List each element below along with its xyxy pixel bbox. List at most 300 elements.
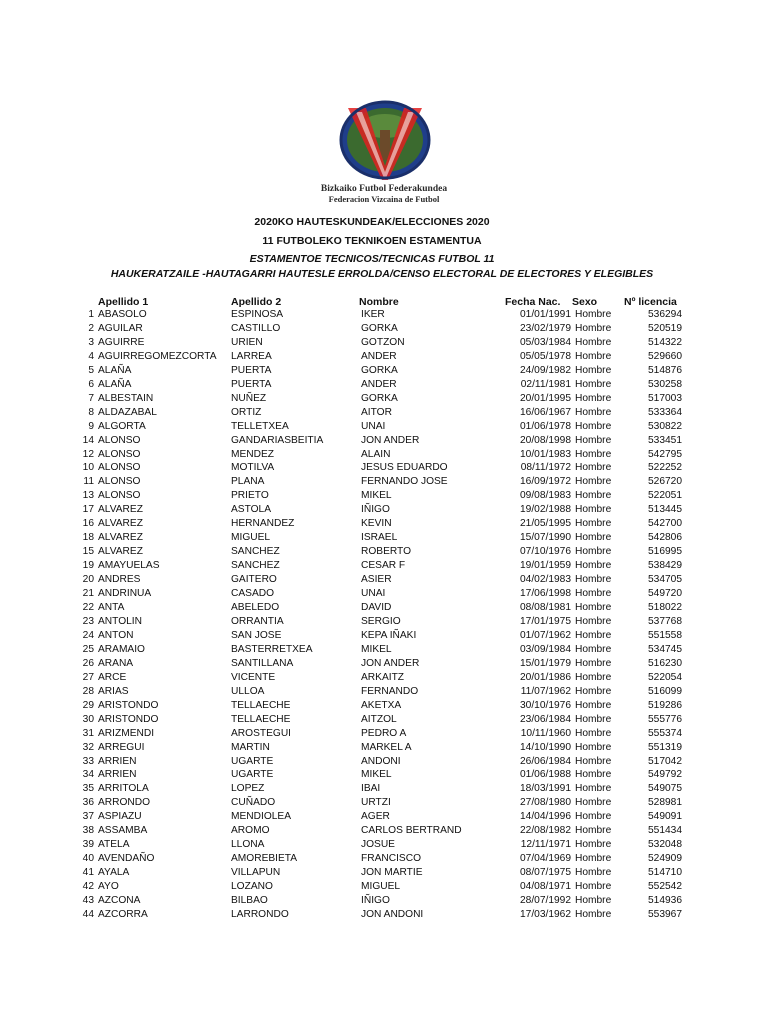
apellido1-cell: AZCORRA <box>98 908 148 920</box>
row-number: 33 <box>82 755 94 767</box>
licencia-cell: 555374 <box>648 727 682 739</box>
fecha-cell: 01/06/1988 <box>520 769 571 781</box>
table-row <box>80 629 682 643</box>
licencia-cell: 533364 <box>648 406 682 418</box>
nombre-cell: CARLOS BERTRAND <box>361 825 462 837</box>
sexo-cell: Hombre <box>575 518 612 530</box>
apellido1-cell: ALBESTAIN <box>98 392 154 404</box>
sexo-cell: Hombre <box>575 546 612 558</box>
nombre-cell: MIKEL <box>361 490 392 502</box>
licencia-cell: 534745 <box>648 643 682 655</box>
apellido1-cell: AYO <box>98 881 119 893</box>
table-row <box>80 503 682 517</box>
apellido1-cell: ASPIAZU <box>98 811 142 823</box>
apellido2-cell: ASTOLA <box>231 504 272 516</box>
nombre-cell: AKETXA <box>361 699 402 711</box>
sexo-cell: Hombre <box>575 741 612 753</box>
apellido1-cell: ALVAREZ <box>98 518 143 530</box>
apellido2-cell: ESPINOSA <box>231 309 284 320</box>
apellido1-cell: ALAÑA <box>98 378 132 390</box>
licencia-cell: 513445 <box>648 504 682 516</box>
fecha-cell: 15/07/1990 <box>520 532 571 544</box>
licencia-cell: 552542 <box>648 881 682 893</box>
licencia-cell: 551434 <box>648 825 682 837</box>
licencia-cell: 533451 <box>648 434 682 446</box>
fecha-cell: 17/06/1998 <box>520 588 571 600</box>
sexo-cell: Hombre <box>575 560 612 572</box>
table-row <box>80 685 682 699</box>
row-number: 30 <box>82 713 94 725</box>
fecha-cell: 28/07/1992 <box>520 895 571 907</box>
table-row <box>80 531 682 545</box>
fecha-cell: 10/11/1960 <box>520 727 571 739</box>
apellido1-cell: ALAÑA <box>98 364 132 376</box>
fecha-cell: 12/11/1971 <box>520 839 571 851</box>
nombre-cell: GORKA <box>361 322 398 334</box>
fecha-cell: 16/06/1967 <box>520 406 571 418</box>
fecha-cell: 15/01/1979 <box>520 657 571 669</box>
table-row <box>80 350 682 364</box>
apellido1-cell: ALVAREZ <box>98 546 143 558</box>
row-number: 38 <box>82 825 94 837</box>
licencia-cell: 524909 <box>648 853 682 865</box>
apellido1-cell: ALONSO <box>98 490 141 502</box>
apellido2-cell: PRIETO <box>231 490 269 502</box>
row-number: 6 <box>88 378 94 390</box>
apellido1-cell: ASSAMBA <box>98 825 148 837</box>
table-row <box>80 378 682 392</box>
apellido2-cell: PUERTA <box>231 364 272 376</box>
row-number: 43 <box>82 895 94 907</box>
licencia-cell: 530258 <box>648 378 682 390</box>
table-row <box>80 741 682 755</box>
table-row <box>80 420 682 434</box>
apellido1-cell: ANTON <box>98 629 134 641</box>
table-row <box>80 587 682 601</box>
nombre-cell: JESUS EDUARDO <box>361 462 448 474</box>
apellido2-cell: AROSTEGUI <box>231 727 292 739</box>
nombre-cell: ALAIN <box>361 448 391 460</box>
row-number: 25 <box>82 643 94 655</box>
apellido1-cell: AGUILAR <box>98 322 143 334</box>
title-estamentua: 11 FUTBOLEKO TEKNIKOEN ESTAMENTUA <box>262 235 482 247</box>
row-number: 44 <box>82 908 94 920</box>
fecha-cell: 09/08/1983 <box>520 490 571 502</box>
sexo-cell: Hombre <box>575 629 612 641</box>
fecha-cell: 17/01/1975 <box>520 615 571 627</box>
apellido1-cell: ALONSO <box>98 462 141 474</box>
row-number: 32 <box>82 741 94 753</box>
row-number: 3 <box>88 336 94 348</box>
column-header-nombre: Nombre <box>359 296 399 308</box>
licencia-cell: 514710 <box>648 867 682 879</box>
nombre-cell: KEPA IÑAKI <box>361 629 417 641</box>
sexo-cell: Hombre <box>575 504 612 516</box>
fecha-cell: 24/09/1982 <box>520 364 571 376</box>
licencia-cell: 522054 <box>648 671 682 683</box>
row-number: 19 <box>82 560 94 572</box>
sexo-cell: Hombre <box>575 811 612 823</box>
nombre-cell: MIGUEL <box>361 881 401 893</box>
table-row <box>80 448 682 462</box>
sexo-cell: Hombre <box>575 657 612 669</box>
apellido2-cell: BASTERRETXEA <box>231 643 313 655</box>
federation-emblem-icon <box>300 100 470 186</box>
fecha-cell: 18/03/1991 <box>520 783 571 795</box>
nombre-cell: ANDER <box>361 350 397 362</box>
licencia-cell: 517003 <box>648 392 682 404</box>
licencia-cell: 522051 <box>648 490 682 502</box>
apellido1-cell: ARRITOLA <box>98 783 149 795</box>
table-row <box>80 308 682 322</box>
fecha-cell: 14/04/1996 <box>520 811 571 823</box>
table-row <box>80 489 682 503</box>
apellido2-cell: MENDEZ <box>231 448 275 460</box>
table-row <box>80 880 682 894</box>
table-row <box>80 392 682 406</box>
row-number: 28 <box>82 685 94 697</box>
row-number: 13 <box>82 490 94 502</box>
nombre-cell: JOSUE <box>361 839 395 851</box>
sexo-cell: Hombre <box>575 588 612 600</box>
apellido1-cell: AZCONA <box>98 895 141 907</box>
row-number: 29 <box>82 699 94 711</box>
nombre-cell: JON ANDONI <box>361 908 424 920</box>
sexo-cell: Hombre <box>575 853 612 865</box>
licencia-cell: 526720 <box>648 476 682 488</box>
apellido2-cell: TELLAECHE <box>231 699 291 711</box>
sexo-cell: Hombre <box>575 364 612 376</box>
table-row <box>80 322 682 336</box>
column-header-sexo: Sexo <box>572 296 598 308</box>
apellido2-cell: CASTILLO <box>231 322 281 334</box>
licencia-cell: 514936 <box>648 895 682 907</box>
licencia-cell: 536294 <box>648 309 682 320</box>
table-row <box>80 517 682 531</box>
row-number: 39 <box>82 839 94 851</box>
sexo-cell: Hombre <box>575 350 612 362</box>
sexo-cell: Hombre <box>575 490 612 502</box>
fecha-cell: 07/04/1969 <box>520 853 571 865</box>
nombre-cell: GOTZON <box>361 336 405 348</box>
sexo-cell: Hombre <box>575 783 612 795</box>
apellido2-cell: MOTILVA <box>231 462 275 474</box>
row-number: 16 <box>82 518 94 530</box>
table-row <box>80 559 682 573</box>
licencia-cell: 516230 <box>648 657 682 669</box>
fecha-cell: 20/08/1998 <box>520 434 571 446</box>
apellido2-cell: HERNANDEZ <box>231 518 295 530</box>
licencia-cell: 514876 <box>648 364 682 376</box>
apellido1-cell: ALONSO <box>98 476 141 488</box>
sexo-cell: Hombre <box>575 769 612 781</box>
fecha-cell: 19/02/1988 <box>520 504 571 516</box>
apellido2-cell: SANCHEZ <box>231 546 280 558</box>
fecha-cell: 04/08/1971 <box>520 881 571 893</box>
title-elections: 2020KO HAUTESKUNDEAK/ELECCIONES 2020 <box>254 216 490 228</box>
fecha-cell: 02/11/1981 <box>520 378 571 390</box>
apellido1-cell: AYALA <box>98 867 130 879</box>
fecha-cell: 08/08/1981 <box>520 602 571 614</box>
table-row <box>80 852 682 866</box>
nombre-cell: SERGIO <box>361 615 401 627</box>
apellido2-cell: UGARTE <box>231 769 274 781</box>
sexo-cell: Hombre <box>575 727 612 739</box>
apellido1-cell: ARIAS <box>98 685 129 697</box>
nombre-cell: ANDER <box>361 378 397 390</box>
apellido1-cell: ALDAZABAL <box>98 406 157 418</box>
sexo-cell: Hombre <box>575 825 612 837</box>
licencia-cell: 522252 <box>648 462 682 474</box>
row-number: 7 <box>88 392 94 404</box>
apellido2-cell: CUÑADO <box>231 797 276 809</box>
table-row <box>80 364 682 378</box>
sexo-cell: Hombre <box>575 574 612 586</box>
nombre-cell: GORKA <box>361 364 398 376</box>
apellido2-cell: BILBAO <box>231 895 268 907</box>
nombre-cell: JON ANDER <box>361 434 420 446</box>
nombre-cell: JON ANDER <box>361 657 420 669</box>
apellido1-cell: AGUIRREGOMEZCORTA <box>98 350 217 362</box>
licencia-cell: 551319 <box>648 741 682 753</box>
logo-text-spanish: Federacion Vizcaina de Futbol <box>328 194 440 204</box>
column-header-licencia: Nº licencia <box>624 296 677 308</box>
table-row <box>80 545 682 559</box>
table-row <box>80 810 682 824</box>
sexo-cell: Hombre <box>575 797 612 809</box>
table-row <box>80 406 682 420</box>
sexo-cell: Hombre <box>575 532 612 544</box>
row-number: 42 <box>82 881 94 893</box>
column-header-fecha: Fecha Nac. <box>505 296 561 308</box>
table-row <box>80 699 682 713</box>
table-row <box>80 824 682 838</box>
table-row <box>80 643 682 657</box>
nombre-cell: MARKEL A <box>361 741 412 753</box>
nombre-cell: IÑIGO <box>361 504 390 516</box>
apellido2-cell: PUERTA <box>231 378 272 390</box>
apellido2-cell: URIEN <box>231 336 263 348</box>
licencia-cell: 530822 <box>648 420 682 432</box>
row-number: 34 <box>82 769 94 781</box>
apellido1-cell: ALVAREZ <box>98 532 143 544</box>
table-row <box>80 755 682 769</box>
sexo-cell: Hombre <box>575 895 612 907</box>
nombre-cell: FRANCISCO <box>361 853 421 865</box>
apellido1-cell: ALVAREZ <box>98 504 143 516</box>
licencia-cell: 518022 <box>648 602 682 614</box>
fecha-cell: 05/03/1984 <box>520 336 571 348</box>
apellido2-cell: AMOREBIETA <box>231 853 298 865</box>
title-estamento: ESTAMENTOE TECNICOS/TECNICAS FUTBOL 11 <box>249 253 495 265</box>
apellido1-cell: ANTA <box>98 602 125 614</box>
census-table-body <box>80 308 682 922</box>
table-row <box>80 601 682 615</box>
apellido2-cell: ORRANTIA <box>231 615 284 627</box>
apellido2-cell: GAITERO <box>231 574 277 586</box>
fecha-cell: 27/08/1980 <box>520 797 571 809</box>
row-number: 10 <box>82 462 94 474</box>
nombre-cell: MIKEL <box>361 769 392 781</box>
licencia-cell: 549792 <box>648 769 682 781</box>
row-number: 40 <box>82 853 94 865</box>
licencia-cell: 538429 <box>648 560 682 572</box>
sexo-cell: Hombre <box>575 392 612 404</box>
apellido1-cell: ABASOLO <box>98 309 147 320</box>
sexo-cell: Hombre <box>575 713 612 725</box>
nombre-cell: IBAI <box>361 783 381 795</box>
sexo-cell: Hombre <box>575 448 612 460</box>
sexo-cell: Hombre <box>575 462 612 474</box>
fecha-cell: 16/09/1972 <box>520 476 571 488</box>
fecha-cell: 26/06/1984 <box>520 755 571 767</box>
apellido1-cell: ARREGUI <box>98 741 145 753</box>
apellido1-cell: ANTOLIN <box>98 615 142 627</box>
apellido2-cell: ULLOA <box>231 685 265 697</box>
fecha-cell: 01/01/1991 <box>520 309 571 320</box>
fecha-cell: 01/06/1978 <box>520 420 571 432</box>
row-number: 2 <box>88 322 94 334</box>
table-row <box>80 573 682 587</box>
table-row <box>80 894 682 908</box>
row-number: 21 <box>82 588 94 600</box>
nombre-cell: ASIER <box>361 574 392 586</box>
licencia-cell: 553967 <box>648 908 682 920</box>
apellido1-cell: ALGORTA <box>98 420 146 432</box>
licencia-cell: 514322 <box>648 336 682 348</box>
table-row <box>80 671 682 685</box>
row-number: 20 <box>82 574 94 586</box>
title-censo: HAUKERATZAILE -HAUTAGARRI HAUTESLE ERROLDA/CENSO ELECTORAL DE ELECTORES Y ELEGIBLES <box>110 268 654 280</box>
licencia-cell: 551558 <box>648 629 682 641</box>
apellido2-cell: MARTIN <box>231 741 270 753</box>
nombre-cell: UNAI <box>361 420 386 432</box>
licencia-cell: 549720 <box>648 588 682 600</box>
apellido1-cell: ANDRINUA <box>98 588 152 600</box>
nombre-cell: JON MARTIE <box>361 867 423 879</box>
fecha-cell: 21/05/1995 <box>520 518 571 530</box>
sexo-cell: Hombre <box>575 839 612 851</box>
fecha-cell: 23/02/1979 <box>520 322 571 334</box>
table-row <box>80 657 682 671</box>
row-number: 22 <box>82 602 94 614</box>
apellido2-cell: VILLAPUN <box>231 867 281 879</box>
apellido2-cell: SANCHEZ <box>231 560 280 572</box>
row-number: 23 <box>82 615 94 627</box>
row-number: 5 <box>88 364 94 376</box>
fecha-cell: 07/10/1976 <box>520 546 571 558</box>
licencia-cell: 520519 <box>648 322 682 334</box>
apellido2-cell: NUÑEZ <box>231 392 267 404</box>
column-header-apellido2: Apellido 2 <box>231 296 282 308</box>
fecha-cell: 04/02/1983 <box>520 574 571 586</box>
fecha-cell: 08/07/1975 <box>520 867 571 879</box>
apellido1-cell: AGUIRRE <box>98 336 145 348</box>
nombre-cell: ROBERTO <box>361 546 412 558</box>
fecha-cell: 20/01/1995 <box>520 392 571 404</box>
fecha-cell: 30/10/1976 <box>520 699 571 711</box>
fecha-cell: 11/07/1962 <box>520 685 571 697</box>
apellido2-cell: UGARTE <box>231 755 274 767</box>
fecha-cell: 17/03/1962 <box>520 908 571 920</box>
apellido2-cell: PLANA <box>231 476 265 488</box>
table-row <box>80 796 682 810</box>
sexo-cell: Hombre <box>575 643 612 655</box>
apellido1-cell: ARISTONDO <box>98 699 159 711</box>
nombre-cell: GORKA <box>361 392 398 404</box>
table-row <box>80 768 682 782</box>
row-number: 15 <box>82 546 94 558</box>
licencia-cell: 529660 <box>648 350 682 362</box>
apellido2-cell: SANTILLANA <box>231 657 294 669</box>
fecha-cell: 05/05/1978 <box>520 350 571 362</box>
census-table <box>80 308 682 922</box>
sexo-cell: Hombre <box>575 867 612 879</box>
licencia-cell: 542806 <box>648 532 682 544</box>
fecha-cell: 03/09/1984 <box>520 643 571 655</box>
row-number: 4 <box>88 350 94 362</box>
fecha-cell: 10/01/1983 <box>520 448 571 460</box>
table-row <box>80 615 682 629</box>
row-number: 1 <box>88 309 94 320</box>
nombre-cell: KEVIN <box>361 518 392 530</box>
sexo-cell: Hombre <box>575 434 612 446</box>
row-number: 31 <box>82 727 94 739</box>
apellido2-cell: ABELEDO <box>231 602 280 614</box>
row-number: 9 <box>88 420 94 432</box>
sexo-cell: Hombre <box>575 685 612 697</box>
sexo-cell: Hombre <box>575 755 612 767</box>
apellido1-cell: ANDRES <box>98 574 141 586</box>
fecha-cell: 14/10/1990 <box>520 741 571 753</box>
column-header-apellido1: Apellido 1 <box>98 296 149 308</box>
licencia-cell: 532048 <box>648 839 682 851</box>
row-number: 11 <box>83 476 94 488</box>
logo-text-basque: Bizkaiko Futbol Federakundea <box>320 184 448 194</box>
apellido2-cell: LLONA <box>231 839 265 851</box>
row-number: 35 <box>82 783 94 795</box>
nombre-cell: DAVID <box>361 602 392 614</box>
row-number: 41 <box>82 867 94 879</box>
fecha-cell: 22/08/1982 <box>520 825 571 837</box>
table-row <box>80 434 682 448</box>
sexo-cell: Hombre <box>575 671 612 683</box>
apellido1-cell: ARANA <box>98 657 134 669</box>
fecha-cell: 20/01/1986 <box>520 671 571 683</box>
apellido1-cell: ARISTONDO <box>98 713 159 725</box>
apellido2-cell: ORTIZ <box>231 406 262 418</box>
nombre-cell: AGER <box>361 811 390 823</box>
apellido1-cell: AVENDAÑO <box>98 853 155 865</box>
licencia-cell: 555776 <box>648 713 682 725</box>
licencia-cell: 516099 <box>648 685 682 697</box>
apellido2-cell: LOPEZ <box>231 783 265 795</box>
nombre-cell: UNAI <box>361 588 386 600</box>
licencia-cell: 542700 <box>648 518 682 530</box>
row-number: 24 <box>82 629 94 641</box>
apellido2-cell: AROMO <box>231 825 270 837</box>
row-number: 12 <box>82 448 94 460</box>
table-row <box>80 727 682 741</box>
row-number: 18 <box>82 532 94 544</box>
row-number: 17 <box>82 504 94 516</box>
apellido2-cell: LARREA <box>231 350 272 362</box>
nombre-cell: AITOR <box>361 406 392 418</box>
sexo-cell: Hombre <box>575 615 612 627</box>
nombre-cell: FERNANDO <box>361 685 419 697</box>
table-row <box>80 838 682 852</box>
apellido2-cell: CASADO <box>231 588 275 600</box>
